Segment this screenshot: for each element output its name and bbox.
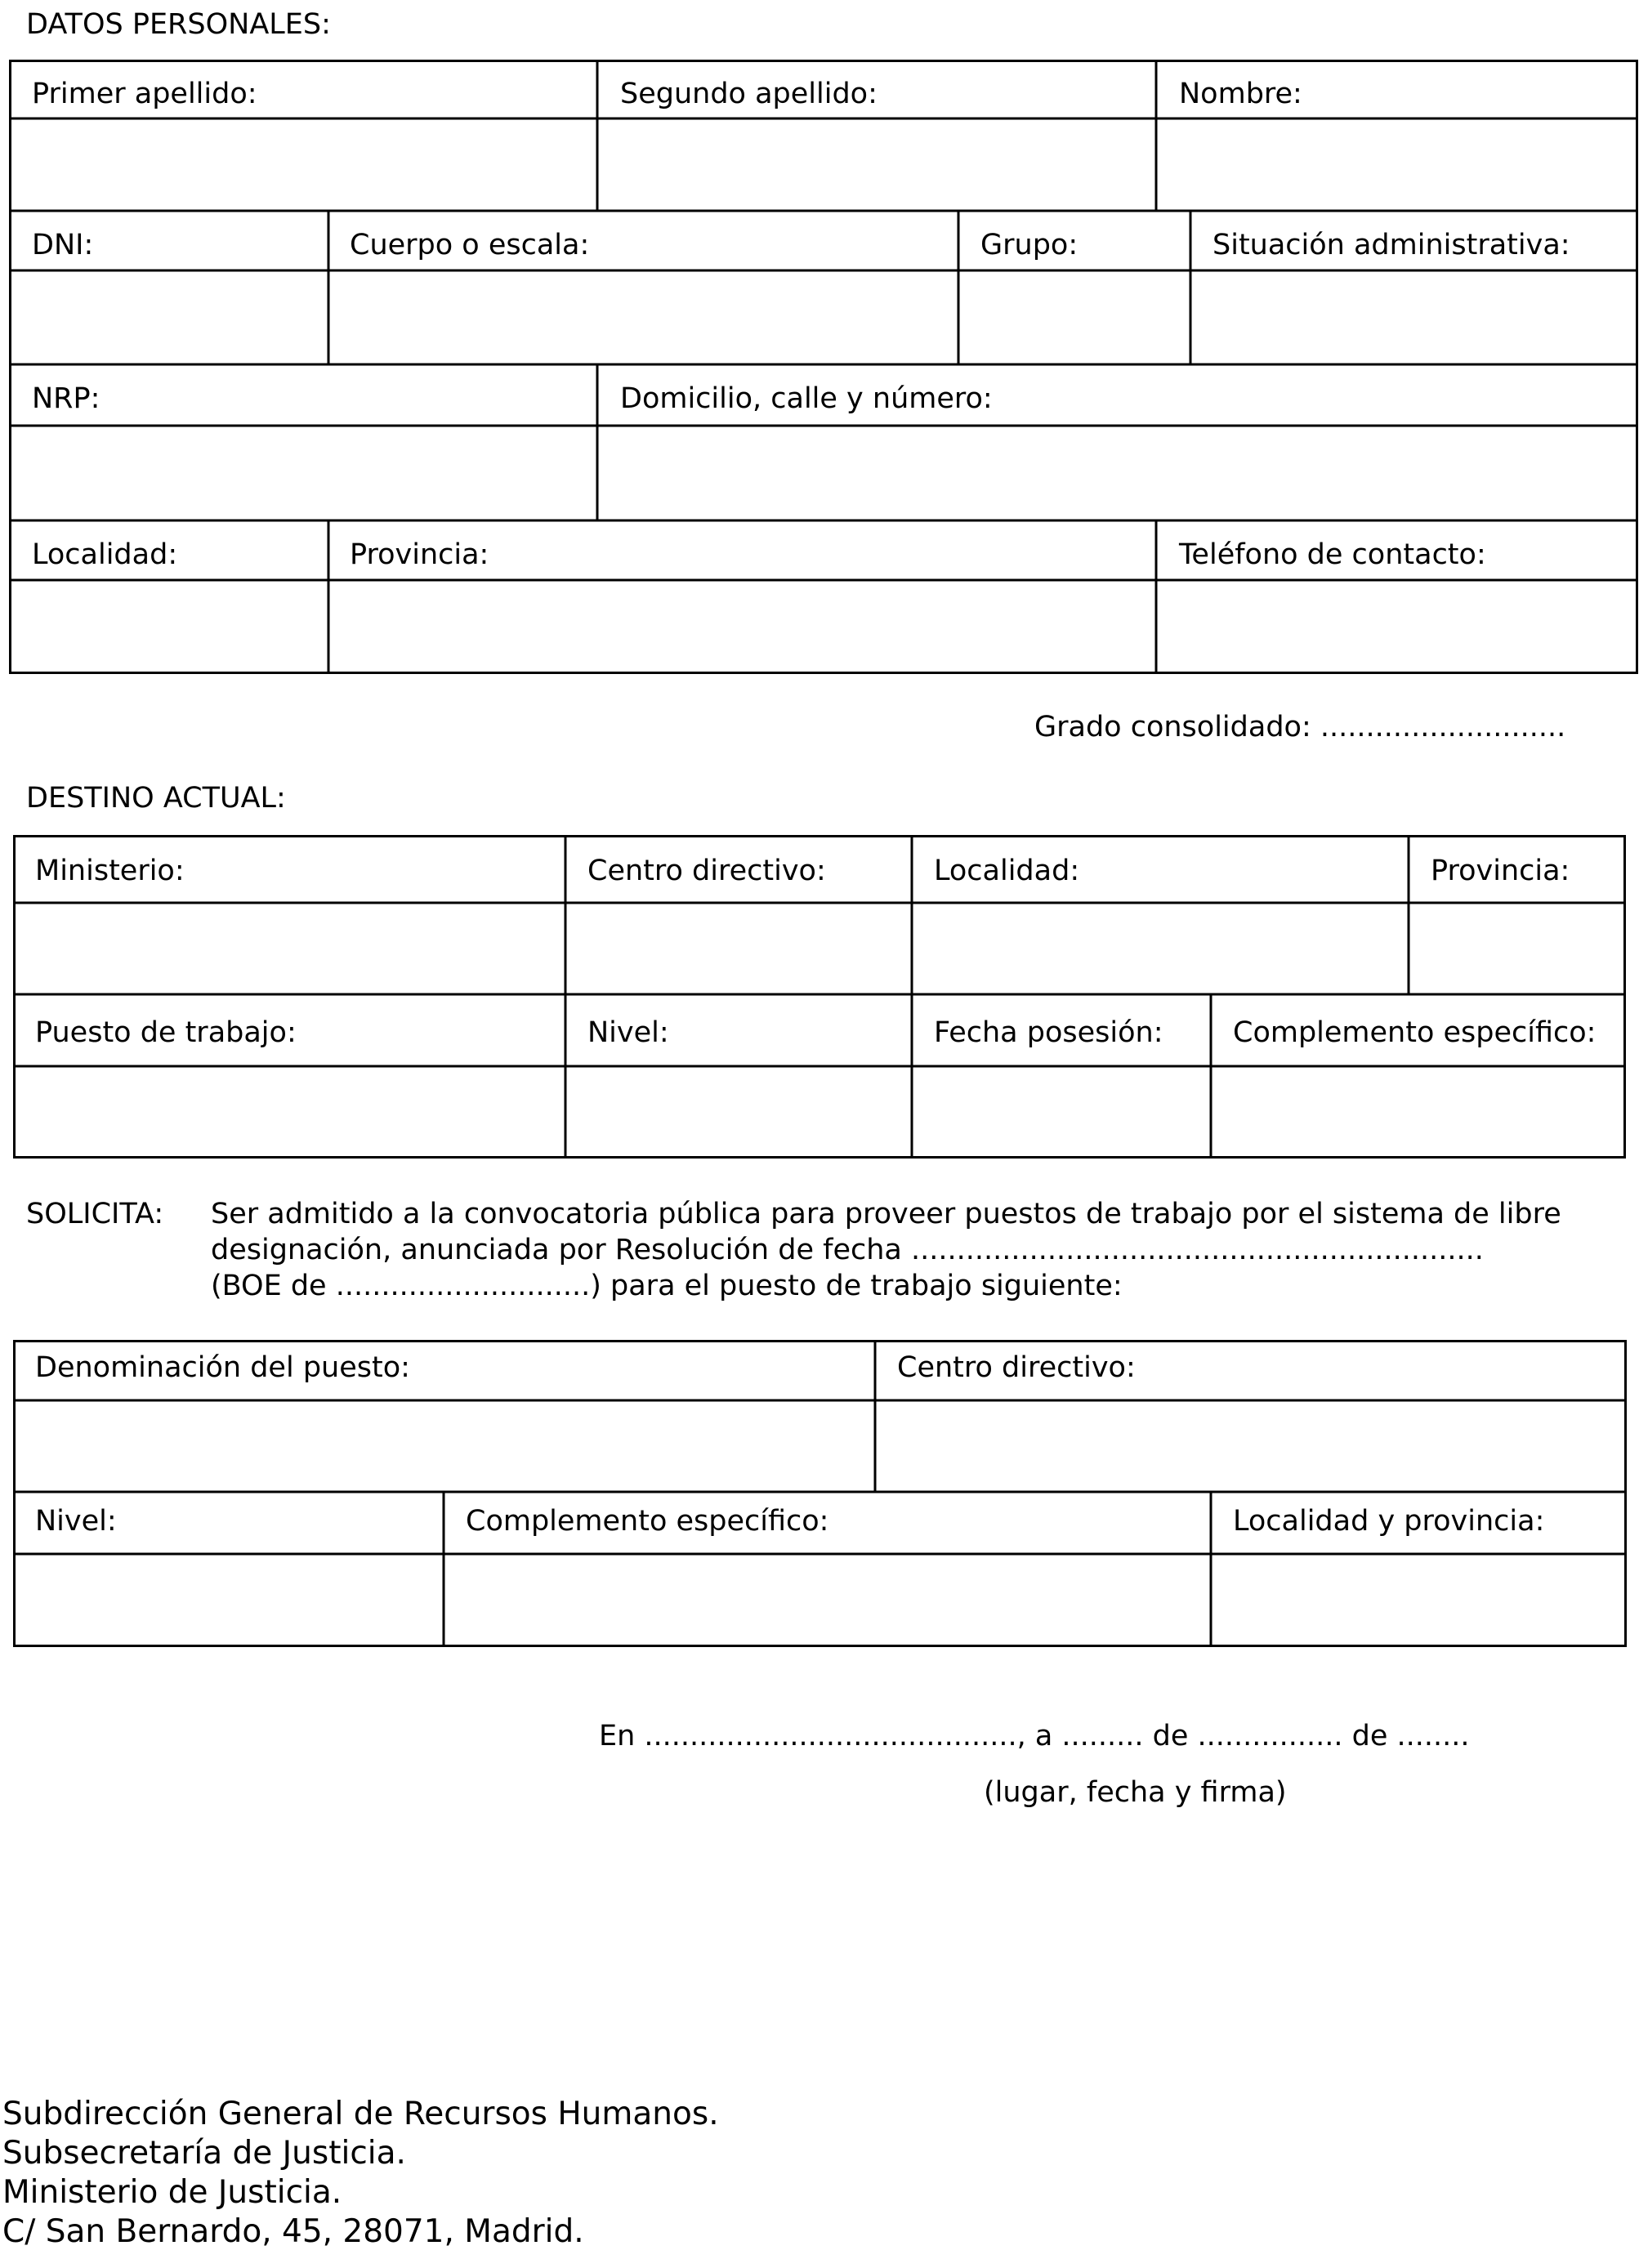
label-primer-apellido: Primer apellido: [32,78,257,110]
grado-consolidado: Grado consolidado: ........................... [1034,711,1566,743]
field-telefono[interactable] [1159,583,1638,674]
field-localidad-provincia[interactable] [1213,1556,1627,1647]
personal-data-form [9,60,1638,674]
label-complemento-especifico: Complemento específico: [466,1505,829,1538]
requested-post-form [13,1340,1627,1647]
address-line-3: Ministerio de Justicia. [2,2174,342,2211]
signature-caption: (lugar, fecha y firma) [984,1776,1287,1809]
label-segundo-apellido: Segundo apellido: [620,78,878,110]
label-telefono: Teléfono de contacto: [1179,538,1486,571]
label-puesto-trabajo: Puesto de trabajo: [35,1016,297,1049]
field-primer-apellido[interactable] [11,121,597,211]
address-line-4: C/ San Bernardo, 45, 28071, Madrid. [2,2213,584,2250]
label-grupo: Grupo: [980,229,1079,261]
field-centro-directivo[interactable] [878,1403,1627,1492]
field-localidad[interactable] [914,905,1409,994]
signature-place-date-line: En ........................................., a ......... de ................ de ........ [599,1720,1470,1752]
field-complemento-especifico[interactable] [1213,1069,1626,1159]
field-fecha-posesion[interactable] [914,1069,1211,1159]
section-title-datos-personales: DATOS PERSONALES: [26,8,331,41]
field-nombre[interactable] [1159,121,1638,211]
label-localidad: Localidad: [934,855,1080,887]
label-centro-directivo: Centro directivo: [897,1351,1136,1384]
field-segundo-apellido[interactable] [600,121,1156,211]
label-localidad: Localidad: [32,538,178,571]
field-nivel[interactable] [568,1069,912,1159]
label-ministerio: Ministerio: [35,855,185,887]
field-centro-directivo[interactable] [568,905,912,994]
field-nivel[interactable] [16,1556,444,1647]
label-nrp: NRP: [32,382,100,415]
field-grupo[interactable] [961,273,1190,364]
label-nivel: Nivel: [35,1505,117,1538]
label-centro-directivo: Centro directivo: [587,855,826,887]
label-domicilio: Domicilio, calle y número: [620,382,993,415]
label-nombre: Nombre: [1179,78,1302,110]
field-provincia[interactable] [331,583,1156,674]
field-dni[interactable] [11,273,328,364]
label-provincia: Provincia: [1431,855,1570,887]
field-provincia[interactable] [1411,905,1626,994]
solicita-text-line-3: (BOE de ............................) para el puesto de trabajo siguiente: [211,1270,1123,1302]
section-title-destino-actual: DESTINO ACTUAL: [26,782,286,815]
solicita-text-line-2: designación, anunciada por Resolución de fecha ............................................................... [211,1234,1484,1266]
field-puesto-trabajo[interactable] [16,1069,565,1159]
label-cuerpo-escala: Cuerpo o escala: [350,229,590,261]
label-provincia: Provincia: [350,538,489,571]
field-nrp[interactable] [11,428,597,520]
label-complemento-especifico: Complemento específico: [1233,1016,1597,1049]
label-nivel: Nivel: [587,1016,669,1049]
field-localidad[interactable] [11,583,328,674]
label-denominacion-puesto: Denominación del puesto: [35,1351,410,1384]
field-domicilio[interactable] [600,428,1638,520]
label-dni: DNI: [32,229,94,261]
solicita-label: SOLICITA: [26,1198,164,1230]
label-situacion-administrativa: Situación administrativa: [1213,229,1570,261]
field-denominacion-puesto[interactable] [16,1403,875,1492]
solicita-text-line-1: Ser admitido a la convocatoria pública para proveer puestos de trabajo por el sistema de libre [211,1198,1561,1230]
label-localidad-provincia: Localidad y provincia: [1233,1505,1545,1538]
field-ministerio[interactable] [16,905,565,994]
address-line-1: Subdirección General de Recursos Humanos. [2,2096,719,2132]
current-post-form [13,835,1626,1159]
field-complemento-especifico[interactable] [446,1556,1211,1647]
label-fecha-posesion: Fecha posesión: [934,1016,1163,1049]
address-line-2: Subsecretaría de Justicia. [2,2135,406,2172]
field-situacion-administrativa[interactable] [1193,273,1638,364]
field-cuerpo-escala[interactable] [331,273,958,364]
